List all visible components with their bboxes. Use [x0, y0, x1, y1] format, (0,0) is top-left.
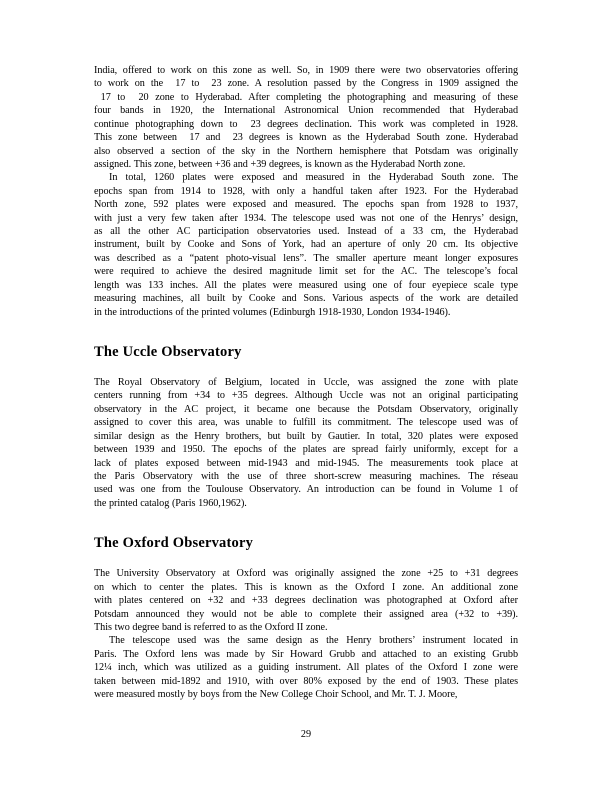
text-line: similar design as the Henry brothers, but built by Gautier. In total, 320 plates were exposed [94, 430, 518, 442]
text-line: the printed catalog (Paris 1960,1962). [94, 497, 247, 509]
text-line: continue photographing down to 23 degrees declination. This work was completed in 1928. [94, 118, 518, 130]
text-line: The Royal Observatory of Belgium, located in Uccle, was assigned the zone with plate [94, 377, 518, 389]
text-line: taken between mid-1892 and 1910, with over 80% exposed by the end of 1903. These plates [94, 675, 518, 687]
text-line: was described as a “patent photo-visual lens”. The smaller aperture meant longer exposures [94, 252, 518, 264]
text-line: 17 to 20 zone to Hyderabad. After completing the photographing and measuring of these [94, 91, 518, 103]
text-line: India, offered to work on this zone as well. So, in 1909 there were two observatories offering [94, 65, 518, 76]
text-line: Potsdam announced they would not be able to complete their assigned area (+32 to +39). [94, 608, 518, 620]
text-line: epochs span from 1914 to 1928, with only a handful taken after 1923. For the Hyderabad [94, 185, 518, 197]
text-line: on which to center the plates. This is known as the Oxford I zone. An additional zone [94, 581, 518, 593]
body-paragraph [94, 634, 518, 701]
text-line: measuring machines, all built by Cooke and Sons. Various aspects of the work are detailed [94, 293, 518, 305]
text-line: with plates centered on +32 and +33 degrees declination was photographed at Oxford after [94, 595, 518, 607]
text-line: 12¼ inch, which was utilized as a guiding instrument. All plates of the Oxford I zone were [94, 662, 518, 674]
text-line: centers running from +34 to +35 degrees. Although Uccle was not an original participating [94, 390, 518, 402]
section-heading: The Uccle Observatory [94, 344, 242, 361]
page-body [94, 64, 518, 701]
text-line: to work on the 17 to 23 zone. A resolution passed by the Congress in 1909 assigned the [94, 78, 518, 90]
section-heading: The Oxford Observatory [94, 535, 254, 552]
text-line: used was one from the Toulouse Observatory. An introduction can be found in Volume 1 of [94, 484, 518, 496]
text-line: between 1939 and 1950. The epochs of the plates are spread fairly uniformly, except for a [94, 444, 518, 456]
text-line: assigned to cover this area, was unable to fulfill its commitment. The telescope used was of [94, 417, 518, 429]
text-line: The University Observatory at Oxford was originally assigned the zone +25 to +31 degrees [94, 568, 518, 580]
text-line: This zone between 17 and 23 degrees is known as the Hyderabad South zone. Hyderabad [94, 132, 518, 144]
body-paragraph [94, 567, 518, 634]
text-line: as all the other AC participation observatories used. Instead of a 33 cm, the Hyderabad [94, 226, 518, 238]
text-line: lack of plates exposed between mid-1943 and mid-1945. The measurements took place at [94, 457, 518, 469]
body-paragraph [94, 64, 518, 171]
text-line: also observed a section of the sky in the Northern hemisphere that Potsdam was originally [94, 145, 518, 157]
text-line: instrument, built by Cooke and Sons of York, had an aperture of only 20 cm. Its objective [94, 239, 518, 251]
page-number: 29 [300, 729, 312, 740]
text-line: were measured mostly by boys from the New College Choir School, and Mr. T. J. Moore, [94, 689, 458, 701]
text-line: with just a very few taken after 1934. The telescope used was not one of the Henrys’ design, [94, 212, 518, 224]
text-line: The telescope used was the same design as the Henry brothers’ instrument located in [109, 635, 518, 647]
body-paragraph [94, 171, 518, 319]
text-line: the Paris Observatory with the use of three short-screw measuring machines. The réseau [94, 470, 518, 482]
text-line: This two degree band is referred to as the Oxford II zone. [94, 621, 328, 633]
text-line: observatory in the AC project, it became one because the Potsdam Observatory, originally [94, 403, 518, 415]
text-line: length was 133 inches. All the plates were measured using one of four eyepiece scale type [94, 279, 518, 291]
text-line: Paris. The Oxford lens was made by Sir Howard Grubb and attached to an existing Grubb [94, 648, 518, 660]
text-line: four bands in 1920, the International Astronomical Union recommended that Hyderabad [94, 105, 518, 117]
text-line: In total, 1260 plates were exposed and measured in the Hyderabad South zone. The [109, 172, 518, 184]
text-line: were required to achieve the desired magnitude limit set for the AC. The telescope’s focal [94, 266, 518, 278]
text-line: assigned. This zone, between +36 and +39 degrees, is known as the Hyderabad North zone. [94, 158, 466, 170]
text-line: North zone, 592 plates were exposed and measured. The epochs span from 1928 to 1937, [94, 199, 518, 211]
body-paragraph [94, 376, 518, 510]
text-line: in the introductions of the printed volumes (Edinburgh 1918-1930, London 1934-1946). [94, 306, 451, 318]
